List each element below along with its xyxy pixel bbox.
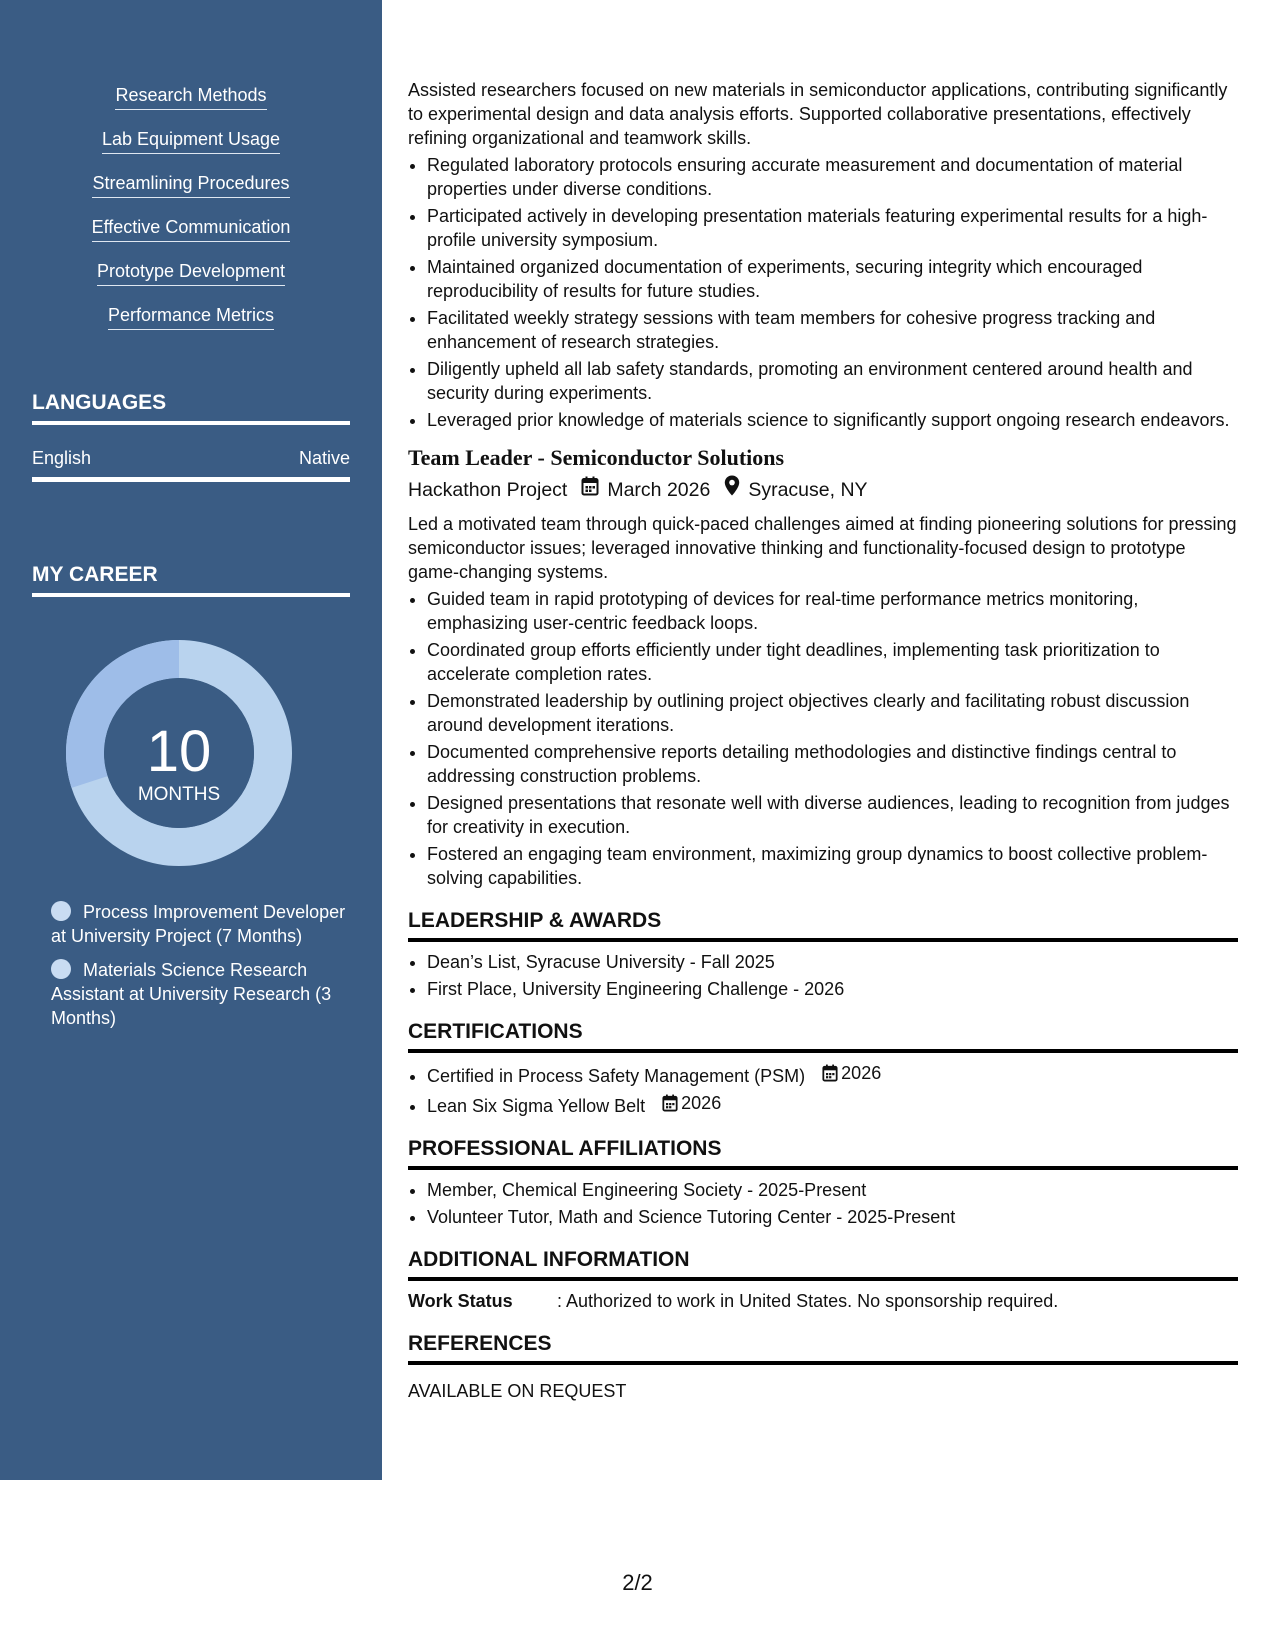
languages-heading: LANGUAGES	[32, 390, 350, 425]
skill-item: Research Methods	[115, 84, 266, 110]
award-item: • First Place, University Engineering Challenge - 2026	[427, 977, 1238, 1001]
skill-item: Performance Metrics	[108, 304, 274, 330]
calendar-icon	[581, 476, 599, 504]
affiliation-item: • Member, Chemical Engineering Society - 2025-Present	[427, 1178, 1238, 1202]
career-donut-chart	[66, 640, 292, 866]
bullet-item: • Facilitated weekly strategy sessions with team members for cohesive progress tracking and enhancement of research strategies.	[427, 306, 1238, 354]
career-item-text: Process Improvement Developer at University Project (7 Months)	[51, 902, 346, 946]
bullet-item: • Designed presentations that resonate well with diverse audiences, leading to recognition from judges for creativity in execution.	[427, 791, 1238, 839]
references-heading: REFERENCES	[408, 1331, 1238, 1365]
affiliations-heading: PROFESSIONAL AFFILIATIONS	[408, 1136, 1238, 1170]
job-title: Team Leader - Semiconductor Solutions	[408, 445, 785, 470]
job-location: Syracuse, NY	[748, 478, 868, 501]
career-total-value: 10	[146, 719, 212, 784]
page-number: 2/2	[622, 1570, 653, 1595]
awards-heading: LEADERSHIP & AWARDS	[408, 908, 1238, 942]
bullet-item: • Regulated laboratory protocols ensuring accurate measurement and documentation of material properties under diverse conditions.	[427, 153, 1238, 201]
language-level: Native	[298, 448, 350, 468]
certification-date	[822, 1061, 881, 1085]
legend-dot	[51, 959, 71, 979]
career-item-text: Materials Science Research Assistant at University Research (3 Months)	[51, 960, 332, 1028]
job-organization: Hackathon Project	[408, 478, 568, 501]
skill-item: Lab Equipment Usage	[102, 128, 280, 154]
career-item	[51, 958, 351, 1030]
bullet-item: • Leveraged prior knowledge of materials science to significantly support ongoing research endeavors.	[427, 408, 1238, 432]
skill-item: Prototype Development	[97, 260, 285, 286]
bullet-item: • Documented comprehensive reports detailing methodologies and distinctive findings central to addressing construction problems.	[427, 740, 1238, 788]
affiliations-list	[408, 1178, 1238, 1229]
work-status-label: Work Status	[408, 1291, 513, 1311]
additional-info-heading: ADDITIONAL INFORMATION	[408, 1247, 1238, 1281]
affiliation-item: • Volunteer Tutor, Math and Science Tutoring Center - 2025-Present	[427, 1205, 1238, 1229]
main-content	[408, 78, 1238, 1403]
references-text: AVAILABLE ON REQUEST	[408, 1381, 627, 1401]
award-item: • Dean’s List, Syracuse University - Fall 2025	[427, 950, 1238, 974]
bullet-item: • Participated actively in developing presentation materials featuring experimental results for a high-profile university symposium.	[427, 204, 1238, 252]
certification-name: Certified in Process Safety Management (PSM)	[427, 1066, 806, 1086]
bullet-item: • Guided team in rapid prototyping of devices for real-time performance metrics monitoring, emphasizing user-centric feedback loops.	[427, 587, 1238, 635]
job-bullets	[408, 587, 1238, 890]
bullet-item: • Diligently upheld all lab safety standards, promoting an environment centered around health and security during experiments.	[427, 357, 1238, 405]
work-status-value: : Authorized to work in United States. No sponsorship required.	[557, 1291, 1059, 1311]
job-date: March 2026	[607, 478, 711, 501]
work-status-row	[408, 1289, 1238, 1313]
skills-list	[0, 84, 382, 348]
certification-year: 2026	[841, 1063, 882, 1083]
certification-date	[662, 1091, 721, 1115]
job-description: Led a motivated team through quick-paced challenges aimed at finding pioneering solutions for pressing semiconductor issues; leveraged innovative thinking and functionality-focused design to prototype game-changing systems.	[408, 514, 1237, 582]
bullet-item: • Demonstrated leadership by outlining project objectives clearly and facilitating robust discussion around development iterations.	[427, 689, 1238, 737]
bullet-item: • Coordinated group efforts efficiently under tight deadlines, implementing task prioritization to accelerate completion rates.	[427, 638, 1238, 686]
bullet-item: • Maintained organized documentation of experiments, securing integrity which encouraged reproducibility of results for future studies.	[427, 255, 1238, 303]
career-total-unit: MONTHS	[137, 784, 221, 805]
certification-item	[427, 1061, 1238, 1088]
bullet-item: • Fostered an engaging team environment, maximizing group dynamics to boost collective problem-solving capabilities.	[427, 842, 1238, 890]
job-meta	[408, 475, 1238, 504]
certification-year: 2026	[681, 1093, 722, 1113]
language-name: English	[32, 448, 92, 468]
legend-dot	[51, 901, 71, 921]
experience-bullets	[408, 153, 1238, 432]
experience-description: Assisted researchers focused on new materials in semiconductor applications, contributing significantly to experimental design and data analysis efforts. Supported collaborative presentations, effectively refining organizational and teamwork skills.	[408, 80, 1228, 148]
certification-item	[427, 1091, 1238, 1118]
calendar-icon	[822, 1064, 838, 1082]
skill-item: Streamlining Procedures	[92, 172, 289, 198]
career-list	[51, 900, 351, 1040]
career-heading: MY CAREER	[32, 562, 350, 597]
career-item	[51, 900, 351, 948]
awards-list	[408, 950, 1238, 1001]
calendar-icon	[662, 1094, 678, 1112]
certifications-list	[408, 1061, 1238, 1118]
map-pin-icon	[724, 475, 740, 504]
skill-item: Effective Communication	[92, 216, 291, 242]
language-row	[32, 447, 350, 482]
certifications-heading: CERTIFICATIONS	[408, 1019, 1238, 1053]
sidebar	[0, 0, 382, 1480]
certification-name: Lean Six Sigma Yellow Belt	[427, 1096, 646, 1116]
